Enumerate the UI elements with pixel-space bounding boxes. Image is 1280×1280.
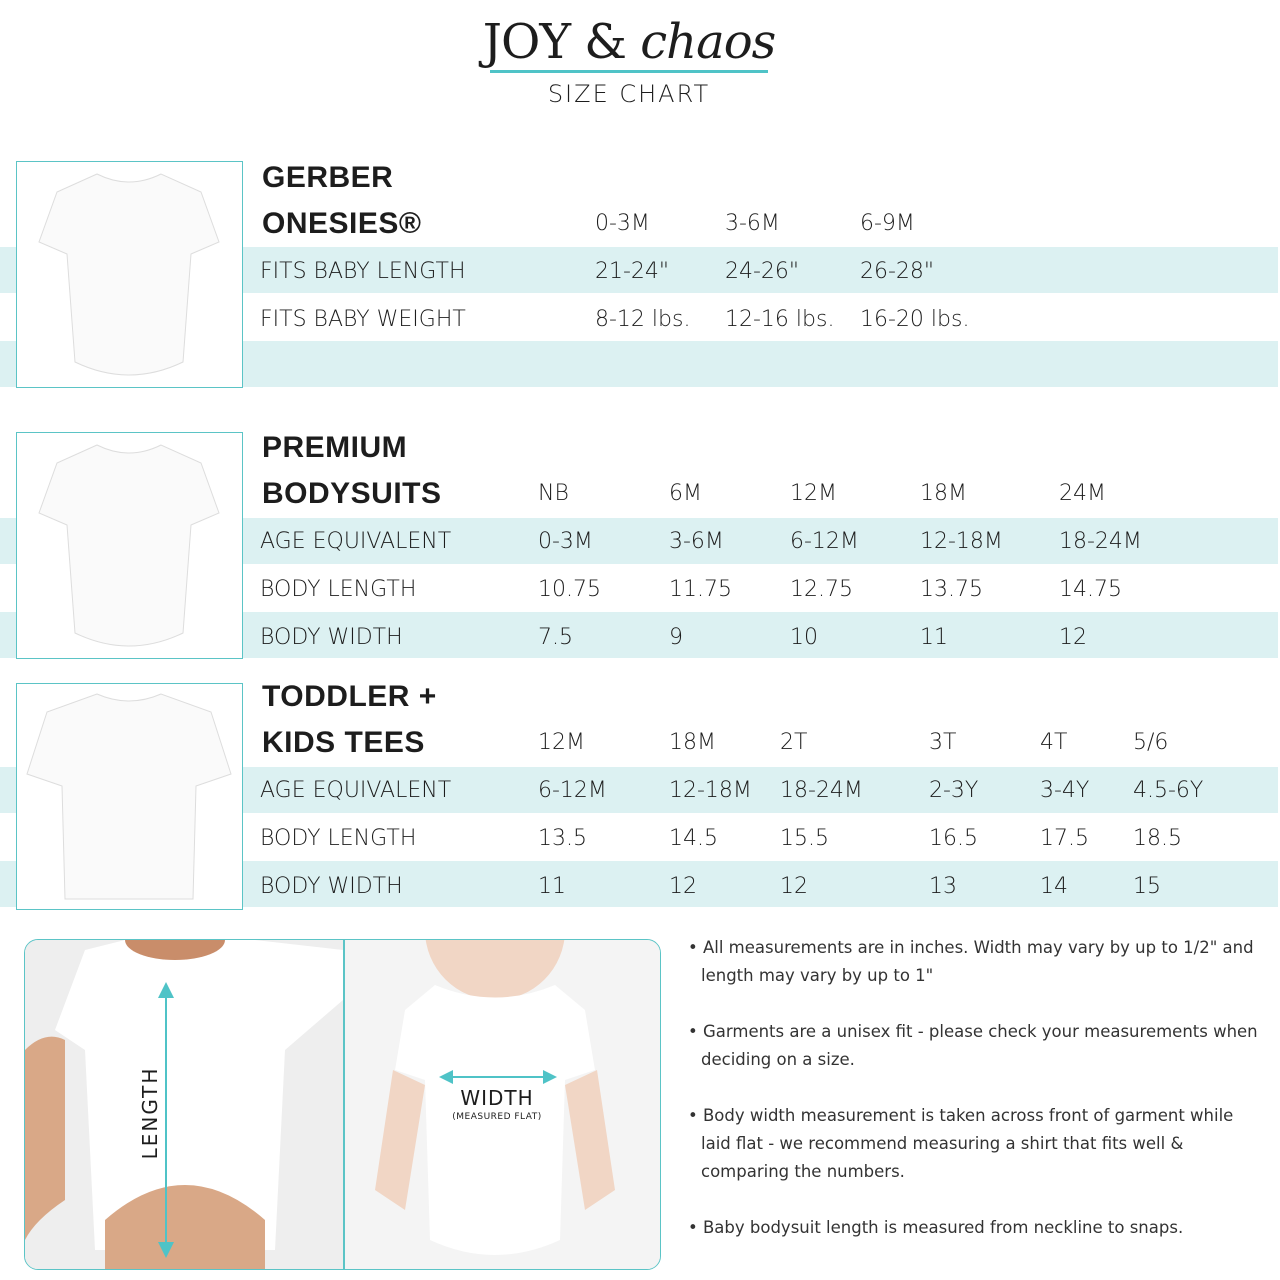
size-header: 18M	[669, 730, 716, 755]
size-value: 6-12M	[538, 778, 607, 803]
brand-right: chaos	[640, 14, 776, 70]
size-value: 12	[1059, 625, 1087, 650]
size-header: 3-6M	[725, 211, 780, 236]
note-item: • Garments are a unisex fit - please check your measurements when deciding on a size.	[688, 1022, 1258, 1069]
size-value: 2-3Y	[929, 778, 979, 803]
size-value: 14.75	[1059, 577, 1122, 602]
brand-logo	[0, 14, 1258, 70]
size-value: 10	[790, 625, 818, 650]
size-header: 2T	[780, 730, 808, 755]
size-value: 26-28"	[860, 259, 935, 284]
page-subtitle: SIZE CHART	[547, 80, 711, 108]
row-label: BODY WIDTH	[260, 874, 403, 899]
size-value: 18.5	[1133, 826, 1182, 851]
garment-icon	[17, 162, 241, 386]
size-value: 0-3M	[538, 529, 593, 554]
garment-icon	[17, 433, 241, 657]
size-value: 14.5	[669, 826, 718, 851]
size-header: 6-9M	[860, 211, 915, 236]
size-value: 6-12M	[790, 529, 859, 554]
section-title-line1: GERBER	[262, 161, 394, 194]
size-header: 4T	[1040, 730, 1068, 755]
size-value: 8-12 lbs.	[595, 307, 691, 332]
photo-divider	[343, 940, 345, 1270]
row-label: BODY LENGTH	[260, 577, 417, 602]
note-item: • All measurements are in inches. Width may vary by up to 1/2" and length may vary by up to 1"	[688, 938, 1254, 985]
size-value: 18-24M	[780, 778, 863, 803]
size-value: 11	[920, 625, 948, 650]
size-header: 0-3M	[595, 211, 650, 236]
section-title-line2: BODYSUITS	[262, 477, 442, 510]
size-value: 16.5	[929, 826, 978, 851]
size-value: 12	[780, 874, 808, 899]
size-value: 10.75	[538, 577, 601, 602]
measurement-photos	[24, 939, 661, 1270]
note-item: • Baby bodysuit length is measured from neckline to snaps.	[688, 1218, 1184, 1237]
row-label: FITS BABY WEIGHT	[260, 307, 466, 332]
size-value: 18-24M	[1059, 529, 1142, 554]
size-header: 3T	[929, 730, 957, 755]
section-title-line1: TODDLER +	[262, 680, 437, 713]
size-value: 11.75	[669, 577, 732, 602]
garment-photo-2	[16, 432, 243, 659]
length-label: LENGTH	[138, 1063, 164, 1163]
size-header: 12M	[790, 481, 837, 506]
size-header: 18M	[920, 481, 967, 506]
row-label: BODY WIDTH	[260, 625, 403, 650]
logo-underline	[490, 70, 768, 73]
size-header: 6M	[669, 481, 702, 506]
size-header: 12M	[538, 730, 585, 755]
size-value: 3-4Y	[1040, 778, 1090, 803]
size-value: 17.5	[1040, 826, 1089, 851]
size-value: 12.75	[790, 577, 853, 602]
size-value: 13	[929, 874, 957, 899]
size-value: 12	[669, 874, 697, 899]
size-header: 24M	[1059, 481, 1106, 506]
row-label: FITS BABY LENGTH	[260, 259, 466, 284]
size-value: 11	[538, 874, 566, 899]
size-value: 7.5	[538, 625, 573, 650]
row-label: AGE EQUIVALENT	[260, 778, 452, 803]
size-value: 24-26"	[725, 259, 800, 284]
size-value: 4.5-6Y	[1133, 778, 1204, 803]
size-value: 16-20 lbs.	[860, 307, 970, 332]
size-value: 9	[669, 625, 683, 650]
row-label: BODY LENGTH	[260, 826, 417, 851]
section-title-line2: ONESIES®	[262, 207, 422, 240]
row-label: AGE EQUIVALENT	[260, 529, 452, 554]
brand-left: JOY &	[482, 14, 627, 70]
garment-photo-1	[16, 161, 243, 388]
garment-photo-3	[16, 683, 243, 910]
size-header: 5/6	[1133, 730, 1169, 755]
size-value: 12-18M	[920, 529, 1003, 554]
size-value: 12-16 lbs.	[725, 307, 835, 332]
size-value: 13.75	[920, 577, 983, 602]
size-value: 15	[1133, 874, 1161, 899]
size-value: 21-24"	[595, 259, 670, 284]
section-title-line2: KIDS TEES	[262, 726, 425, 759]
notes-list	[688, 934, 1268, 1270]
note-item: • Body width measurement is taken across front of garment while laid flat - we recommend measuring a shirt that fits well & comparing the numbers.	[688, 1106, 1234, 1181]
garment-icon	[17, 684, 241, 908]
size-header: NB	[538, 481, 569, 506]
size-value: 12-18M	[669, 778, 752, 803]
width-label: WIDTH	[460, 1086, 534, 1110]
size-value: 15.5	[780, 826, 829, 851]
size-value: 14	[1040, 874, 1068, 899]
size-value: 13.5	[538, 826, 587, 851]
width-note: (MEASURED FLAT)	[452, 1112, 542, 1122]
size-value: 3-6M	[669, 529, 724, 554]
section-title-line1: PREMIUM	[262, 431, 408, 464]
